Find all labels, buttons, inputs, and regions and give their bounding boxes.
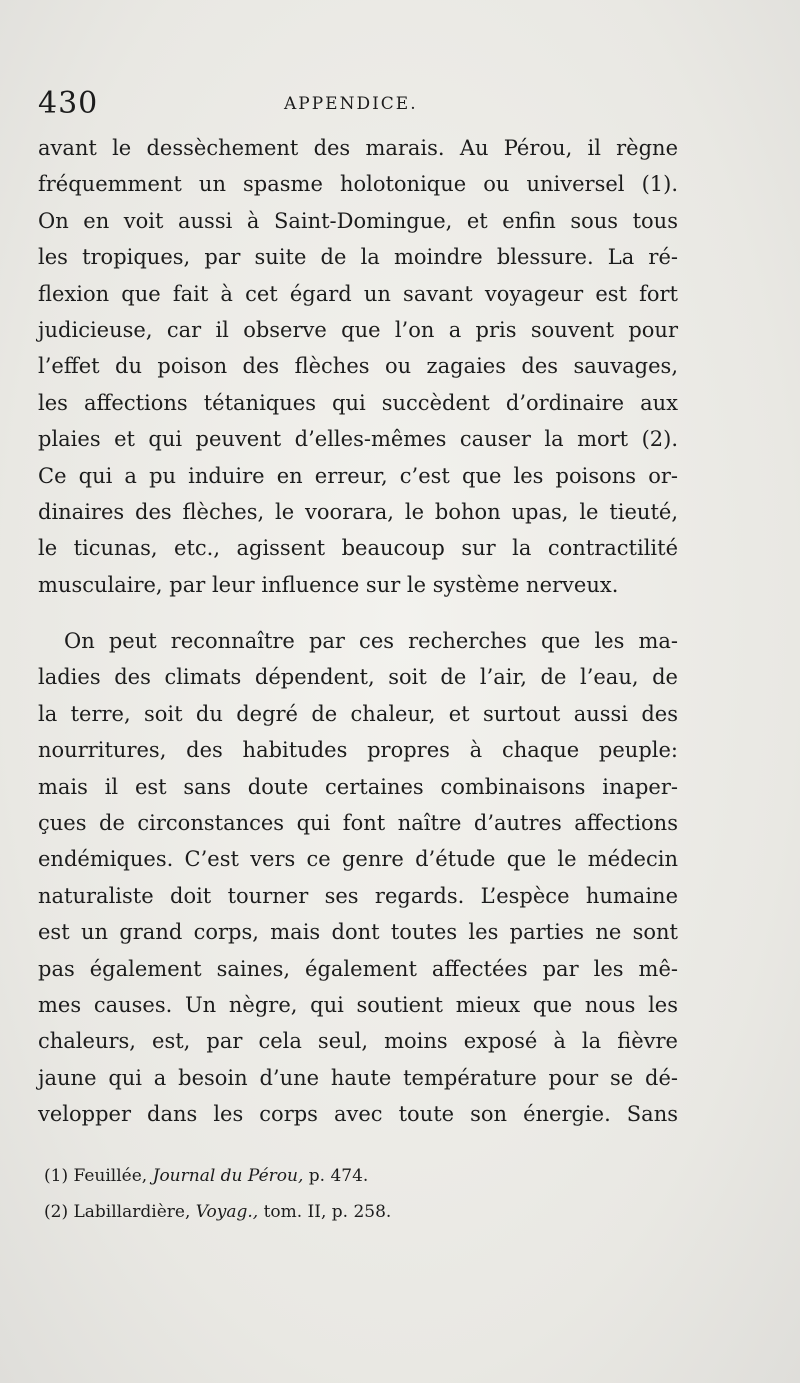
text-line: dinaires des flèches, le voorara, le bohon upas, le tieuté, [38, 499, 678, 524]
text-line: pas également saines, également affectées par les mê- [38, 956, 678, 981]
body-text [38, 130, 678, 1133]
text-line: On en voit aussi à Saint-Domingue, et enfin sous tous [38, 208, 678, 233]
footnote-title: Journal du Pérou, [152, 1166, 304, 1186]
footnote-2 [44, 1194, 544, 1230]
footnotes [44, 1158, 544, 1230]
text-line: Ce qui a pu induire en erreur, c’est que les poisons or- [38, 463, 678, 488]
footnote-author: Labillardière, [73, 1202, 191, 1222]
text-line: chaleurs, est, par cela seul, moins exposé à la fièvre [38, 1029, 678, 1054]
text-line: nourritures, des habitudes propres à chaque peuple: [38, 738, 678, 763]
paragraph-gap [38, 603, 678, 623]
running-head: APPENDICE. [284, 94, 418, 114]
text-line: mais il est sans doute certaines combinaisons inaper- [38, 774, 678, 799]
text-line: velopper dans les corps avec toute son énergie. Sans [38, 1102, 678, 1127]
text-line: fréquemment un spasme holotonique ou universel (1). [38, 172, 678, 197]
text-line: le ticunas, etc., agissent beaucoup sur la contractilité [38, 536, 678, 561]
text-line: ladies des climats dépendent, soit de l’air, de l’eau, de [38, 665, 678, 690]
footnote-mark: (2) [44, 1202, 69, 1222]
text-line: est un grand corps, mais dont toutes les parties ne sont [38, 920, 678, 945]
page-number: 430 [38, 86, 99, 121]
footnote-mark: (1) [44, 1166, 69, 1186]
paragraph-2 [38, 623, 678, 1132]
footnote-ref: p. 474. [308, 1166, 369, 1186]
text-line: mes causes. Un nègre, qui soutient mieux que nous les [38, 992, 678, 1017]
text-line: çues de circonstances qui font naître d’autres affections [38, 811, 678, 836]
footnote-ref: tom. II, p. 258. [263, 1202, 392, 1222]
footnote-1 [44, 1158, 544, 1194]
text-line: plaies et qui peuvent d’elles-mêmes causer la mort (2). [38, 427, 678, 452]
text-line: l’effet du poison des flèches ou zagaies des sauvages, [38, 354, 678, 379]
text-line: avant le dessèchement des marais. Au Pérou, il règne [38, 136, 678, 160]
text-line: les affections tétaniques qui succèdent d’ordinaire aux [38, 390, 678, 415]
text-line: la terre, soit du degré de chaleur, et surtout aussi des [38, 701, 678, 726]
footnote-title: Voyag., [195, 1202, 259, 1222]
text-line: les tropiques, par suite de la moindre blessure. La ré- [38, 245, 678, 270]
text-line: endémiques. C’est vers ce genre d’étude que le médecin [38, 847, 678, 872]
text-line: flexion que fait à cet égard un savant voyageur est fort [38, 281, 678, 306]
text-line: naturaliste doit tourner ses regards. L’espèce humaine [38, 883, 678, 908]
text-line: jaune qui a besoin d’une haute température pour se dé- [38, 1065, 678, 1090]
paragraph-1 [38, 130, 678, 603]
text-line: musculaire, par leur influence sur le système nerveux. [38, 572, 619, 597]
text-line: On peut reconnaître par ces recherches que les ma- [64, 629, 678, 654]
footnote-author: Feuillée, [73, 1166, 148, 1186]
text-line: judicieuse, car il observe que l’on a pris souvent pour [38, 317, 678, 342]
page-header [38, 86, 740, 126]
